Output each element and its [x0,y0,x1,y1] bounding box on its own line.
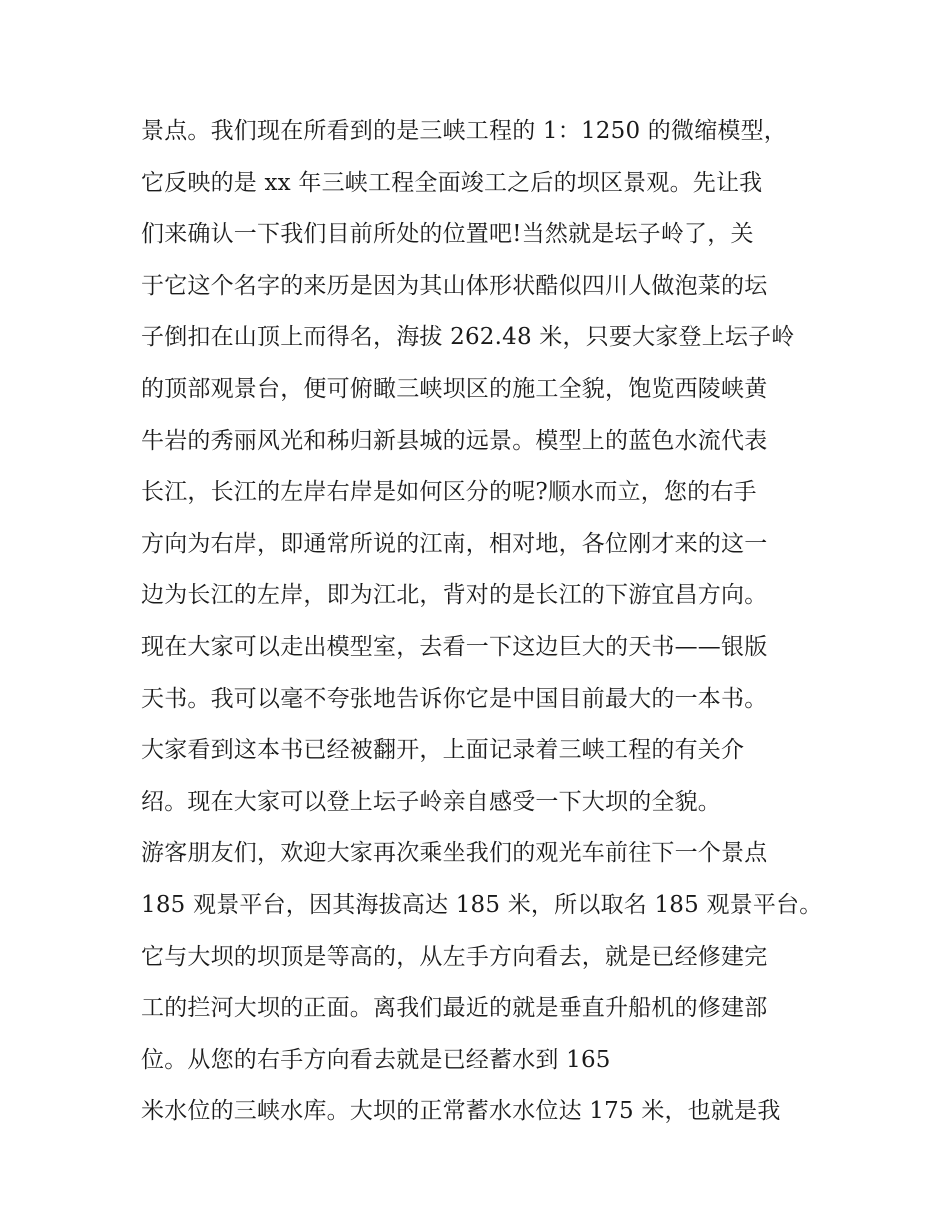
text-line: 米水位的三峡水库。大坝的正常蓄水水位达 175 米，也就是我 [141,1098,781,1125]
text-line: 长江，长江的左岸右岸是如何区分的呢?顺水而立，您的右手 [141,479,757,506]
text-line: 它反映的是 xx 年三峡工程全面竣工之后的坝区景观。先让我 [141,169,763,196]
text-line: 工的拦河大坝的正面。离我们最近的就是垂直升船机的修建部 [141,995,768,1022]
text-line: 们来确认一下我们目前所处的位置吧!当然就是坛子岭了，关 [141,221,754,248]
text-line: 绍。现在大家可以登上坛子岭亲自感受一下大坝的全貌。 [141,788,721,815]
text-line: 天书。我可以毫不夸张地告诉你它是中国目前最大的一本书。 [141,685,768,712]
text-line: 边为长江的左岸，即为江北，背对的是长江的下游宜昌方向。 [141,582,768,609]
text-line: 位。从您的右手方向看去就是已经蓄水到 165 [141,1046,611,1073]
text-line: 游客朋友们，欢迎大家再次乘坐我们的观光车前往下一个景点 [141,840,768,867]
text-line: 大家看到这本书已经被翻开，上面记录着三峡工程的有关介 [141,737,745,764]
text-line: 于它这个名字的来历是因为其山体形状酷似四川人做泡菜的坛 [141,272,768,299]
body-text [141,106,821,1138]
text-line: 它与大坝的坝顶是等高的，从左手方向看去，就是已经修建完 [141,943,768,970]
text-line: 牛岩的秀丽风光和秭归新县城的远景。模型上的蓝色水流代表 [141,427,768,454]
text-line: 景点。我们现在所看到的是三峡工程的 1：1250 的微缩模型， [141,118,787,144]
text-line: 方向为右岸，即通常所说的江南，相对地，各位刚才来的这一 [141,530,768,557]
text-line: 子倒扣在山顶上而得名，海拔 262.48 米，只要大家登上坛子岭 [141,324,795,351]
text-line: 现在大家可以走出模型室，去看一下这边巨大的天书——银版 [141,633,768,660]
text-line: 的顶部观景台，便可俯瞰三峡坝区的施工全貌，饱览西陵峡黄 [141,375,768,402]
text-line: 185 观景平台，因其海拔高达 185 米，所以取名 185 观景平台。 [141,891,823,918]
